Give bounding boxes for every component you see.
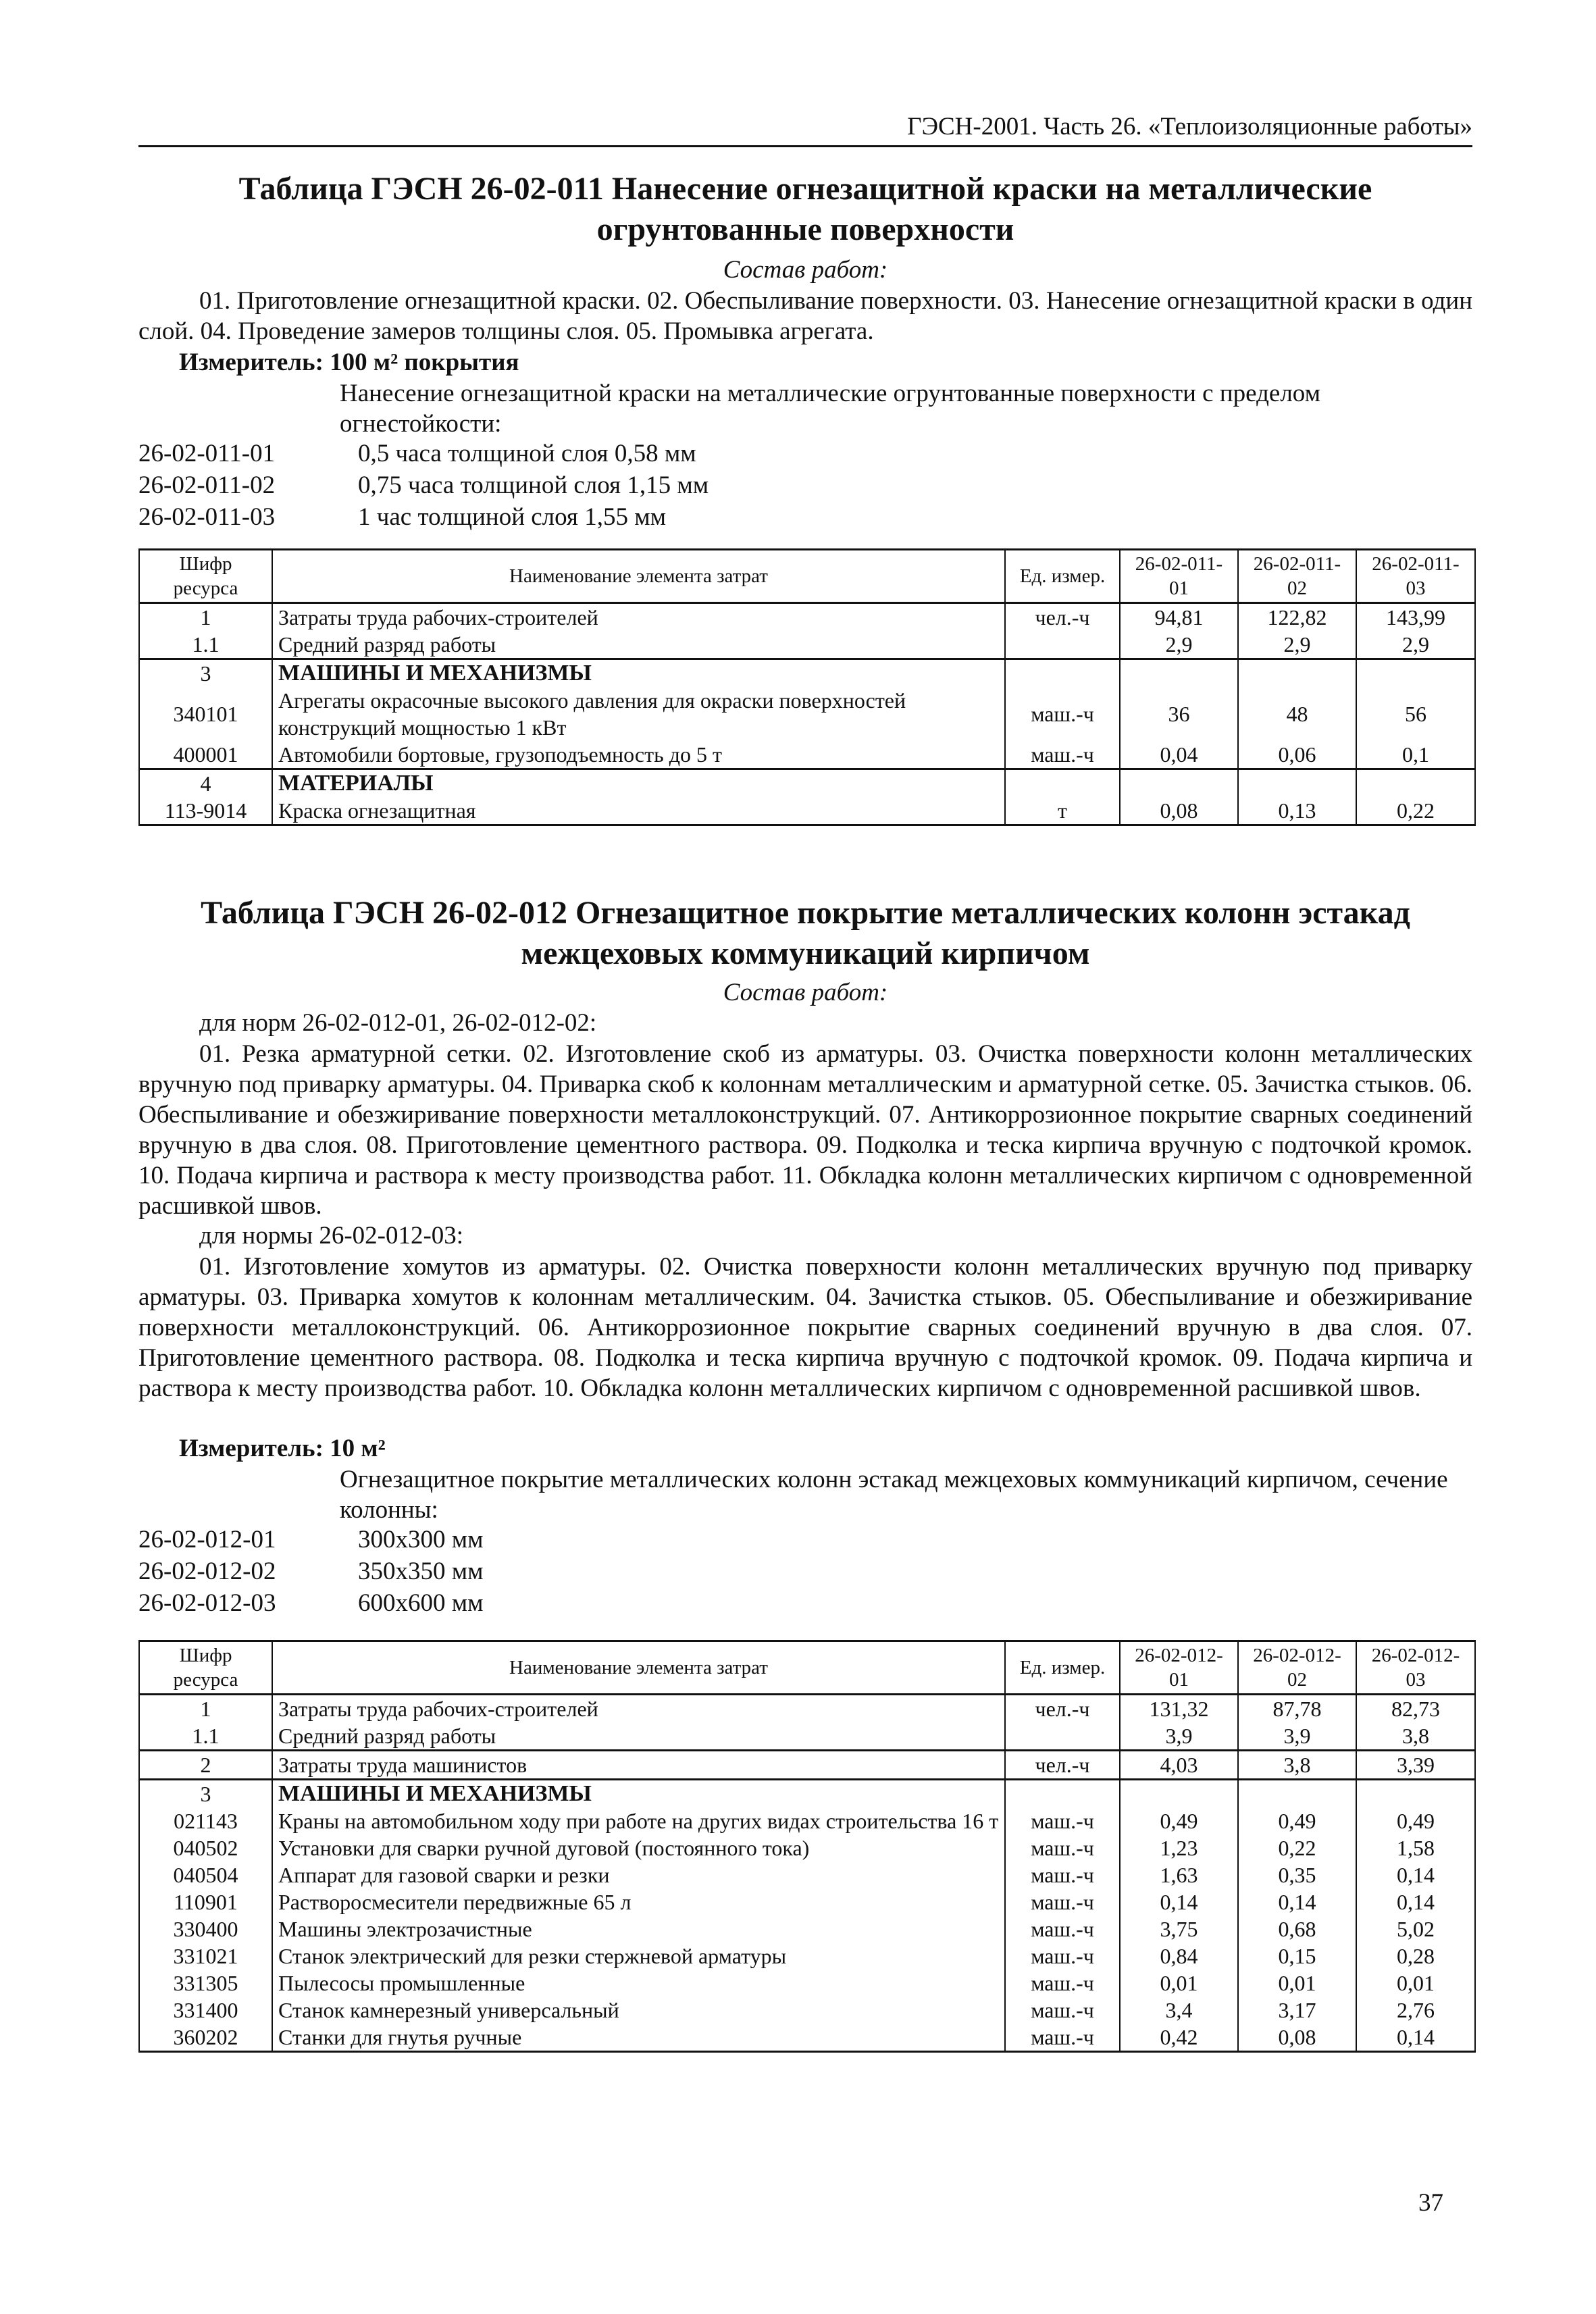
table2-code-row: [138, 1557, 484, 1586]
cell-unit: [1005, 1780, 1120, 1808]
cell-value: [1356, 1780, 1475, 1808]
cell-name: Растворосмесители передвижные 65 л: [272, 1888, 1005, 1916]
cell-value: 3,8: [1356, 1722, 1475, 1751]
col-header-norm3: 26-02-011-03: [1356, 550, 1475, 603]
cell-value: 0,35: [1238, 1861, 1356, 1888]
table-row: [139, 1807, 1475, 1834]
cell-unit: чел.-ч: [1005, 603, 1120, 632]
cell-code: 1.1: [139, 1722, 272, 1751]
table-row: [139, 1861, 1475, 1888]
table-row: [139, 1722, 1475, 1751]
cell-value: 3,17: [1238, 1997, 1356, 2024]
cell-value: [1238, 769, 1356, 798]
cell-unit: маш.-ч: [1005, 1888, 1120, 1916]
table2-title-line1: Таблица ГЭСН 26-02-012 Огнезащитное покрытие металлических колонн эстакад: [201, 895, 1410, 931]
norm-desc: 0,5 часа толщиной слоя 0,58 мм: [358, 440, 696, 467]
cell-value: 3,39: [1356, 1751, 1475, 1780]
norm-desc: 600x600 мм: [358, 1589, 484, 1617]
cell-value: 36: [1120, 687, 1238, 741]
norm-desc: 300x300 мм: [358, 1526, 484, 1553]
table1-norms: [138, 548, 1476, 826]
table1-title-line1: Таблица ГЭСН 26-02-011 Нанесение огнезащитной краски на металлические: [238, 171, 1372, 207]
cell-code: 4: [139, 769, 272, 798]
cell-code: 110901: [139, 1888, 272, 1916]
col-header-norm3: 26-02-012-03: [1356, 1641, 1475, 1695]
cell-code: 3: [139, 659, 272, 688]
cell-unit: маш.-ч: [1005, 687, 1120, 741]
table-row-section: [139, 659, 1475, 688]
cell-value: 131,32: [1120, 1695, 1238, 1723]
cell-value: 3,4: [1120, 1997, 1238, 2024]
cell-value: 0,01: [1120, 1970, 1238, 1997]
cell-code: 2: [139, 1751, 272, 1780]
table1-intro: Нанесение огнезащитной краски на металлические огрунтованные поверхности с пределом огнестойкости:: [340, 380, 1321, 438]
cell-value: [1356, 659, 1475, 688]
cell-code: 330400: [139, 1916, 272, 1943]
cell-value: 0,22: [1238, 1834, 1356, 1861]
cell-value: 0,22: [1356, 797, 1475, 825]
cell-name: Станок электрический для резки стержневой арматуры: [272, 1943, 1005, 1970]
cell-name: Затраты труда рабочих-строителей: [272, 1695, 1005, 1723]
norm-code: 26-02-011-03: [138, 503, 276, 531]
cell-value: 56: [1356, 687, 1475, 741]
table1-works: 01. Приготовление огнезащитной краски. 02. Обеспыливание поверхности. 03. Нанесение огнезащитной краски в один слой. 04. Проведение замеров толщины слоя. 05. Промывка агрегата.: [138, 287, 1472, 345]
cell-code: 1: [139, 1695, 272, 1723]
table-row: [139, 797, 1475, 825]
cell-code: 113-9014: [139, 797, 272, 825]
cell-unit: [1005, 659, 1120, 688]
norm-code: 26-02-012-02: [138, 1558, 276, 1585]
cell-name: Станок камнерезный универсальный: [272, 1997, 1005, 2024]
table2-title: [138, 893, 1472, 974]
cell-unit: маш.-ч: [1005, 2024, 1120, 2052]
cell-value: 94,81: [1120, 603, 1238, 632]
cell-code: 331400: [139, 1997, 272, 2024]
cell-value: [1120, 1780, 1238, 1808]
table-row: [139, 1695, 1475, 1723]
col-header-unit: Ед. измер.: [1005, 550, 1120, 603]
cell-value: 0,28: [1356, 1943, 1475, 1970]
cell-unit: маш.-ч: [1005, 1834, 1120, 1861]
cell-unit: маш.-ч: [1005, 1861, 1120, 1888]
table-row-section: [139, 769, 1475, 798]
cell-value: 0,49: [1356, 1807, 1475, 1834]
table-row: [139, 1970, 1475, 1997]
cell-value: 2,76: [1356, 1997, 1475, 2024]
cell-value: 0,13: [1238, 797, 1356, 825]
table-row: [139, 687, 1475, 741]
table-row: [139, 741, 1475, 769]
cell-unit: [1005, 1722, 1120, 1751]
cell-value: 3,8: [1238, 1751, 1356, 1780]
cell-unit: чел.-ч: [1005, 1751, 1120, 1780]
cell-value: 0,68: [1238, 1916, 1356, 1943]
cell-code: 331305: [139, 1970, 272, 1997]
norm-code: 26-02-012-03: [138, 1589, 276, 1617]
cell-value: [1120, 659, 1238, 688]
table2-works-a: 01. Резка арматурной сетки. 02. Изготовление скоб из арматуры. 03. Очистка поверхности колонн металлических вручную под приварку арматуры. 04. Приварка скоб к колоннам металлическим и арматурной сетке. 05. Зачистка стыков. 06. Обеспыливание и обезжиривание поверхности металлоконструкций. 07. Антикоррозионное покрытие сварных соединений вручную в два слоя. 08. Приготовление цементного раствора. 09. Подколка и теска кирпича вручную с подточкой кромок. 10. Подача кирпича и раствора к месту производства работ. 11. Обкладка колонн металлических кирпичом с одновременной расшивкой швов.: [138, 1040, 1472, 1220]
table-row: [139, 1834, 1475, 1861]
cell-code: 400001: [139, 741, 272, 769]
col-header-name: Наименование элемента затрат: [272, 550, 1005, 603]
table2-intro: Огнезащитное покрытие металлических колонн эстакад межцеховых коммуникаций кирпичом, сечение колонны:: [340, 1466, 1448, 1524]
col-header-code: Шифр ресурса: [139, 550, 272, 603]
table1-measure: Измеритель: 100 м² покрытия: [179, 349, 519, 376]
cell-value: 0,1: [1356, 741, 1475, 769]
table2-measure: Измеритель: 10 м²: [179, 1435, 386, 1462]
cell-unit: т: [1005, 797, 1120, 825]
cell-unit: [1005, 631, 1120, 659]
cell-name: Краска огнезащитная: [272, 797, 1005, 825]
cell-name: Машины электрозачистные: [272, 1916, 1005, 1943]
cell-section-title: МАТЕРИАЛЫ: [272, 769, 1005, 798]
table-row: [139, 2024, 1475, 2052]
norm-code: 26-02-011-01: [138, 440, 276, 467]
table-row: [139, 1943, 1475, 1970]
cell-name: Краны на автомобильном ходу при работе на других видах строительства 16 т: [272, 1807, 1005, 1834]
table-row-section: [139, 1780, 1475, 1808]
col-header-name: Наименование элемента затрат: [272, 1641, 1005, 1695]
cell-value: 0,42: [1120, 2024, 1238, 2052]
cell-value: [1238, 659, 1356, 688]
cell-value: 82,73: [1356, 1695, 1475, 1723]
cell-code: 1: [139, 603, 272, 632]
cell-value: 0,08: [1120, 797, 1238, 825]
cell-code: 3: [139, 1780, 272, 1808]
cell-code: 1.1: [139, 631, 272, 659]
cell-value: 0,14: [1356, 1888, 1475, 1916]
cell-value: 0,04: [1120, 741, 1238, 769]
cell-value: 5,02: [1356, 1916, 1475, 1943]
norm-desc: 350x350 мм: [358, 1558, 484, 1585]
cell-name: Затраты труда рабочих-строителей: [272, 603, 1005, 632]
col-header-norm2: 26-02-012-02: [1238, 1641, 1356, 1695]
cell-name: Станки для гнутья ручные: [272, 2024, 1005, 2052]
cell-code: 331021: [139, 1943, 272, 1970]
cell-value: 4,03: [1120, 1751, 1238, 1780]
cell-unit: [1005, 769, 1120, 798]
table-row: [139, 1997, 1475, 2024]
cell-unit: маш.-ч: [1005, 1970, 1120, 1997]
table1-code-row: [138, 471, 709, 500]
cell-name: Автомобили бортовые, грузоподъемность до 5 т: [272, 741, 1005, 769]
col-header-unit: Ед. измер.: [1005, 1641, 1120, 1695]
norm-desc: 0,75 часа толщиной слоя 1,15 мм: [358, 471, 709, 499]
cell-value: 0,49: [1238, 1807, 1356, 1834]
col-header-norm2: 26-02-011-02: [1238, 550, 1356, 603]
table1-code-row: [138, 503, 666, 532]
cell-unit: маш.-ч: [1005, 1916, 1120, 1943]
cell-value: [1120, 769, 1238, 798]
cell-value: [1238, 1780, 1356, 1808]
col-header-norm1: 26-02-011-01: [1120, 550, 1238, 603]
cell-name: Пылесосы промышленные: [272, 1970, 1005, 1997]
table2-norms: [138, 1640, 1476, 2053]
cell-value: 0,15: [1238, 1943, 1356, 1970]
table2-norms-a-label: для норм 26-02-012-01, 26-02-012-02:: [199, 1009, 597, 1037]
cell-value: 3,75: [1120, 1916, 1238, 1943]
cell-code: 360202: [139, 2024, 272, 2052]
table-header-row: [139, 1641, 1475, 1695]
cell-value: 1,23: [1120, 1834, 1238, 1861]
cell-value: 0,14: [1356, 1861, 1475, 1888]
cell-name: Затраты труда машинистов: [272, 1751, 1005, 1780]
cell-value: 87,78: [1238, 1695, 1356, 1723]
cell-name: Аппарат для газовой сварки и резки: [272, 1861, 1005, 1888]
cell-value: 0,14: [1120, 1888, 1238, 1916]
cell-value: 0,14: [1238, 1888, 1356, 1916]
cell-value: 0,49: [1120, 1807, 1238, 1834]
col-header-code: Шифр ресурса: [139, 1641, 272, 1695]
cell-value: 2,9: [1356, 631, 1475, 659]
cell-section-title: МАШИНЫ И МЕХАНИЗМЫ: [272, 1780, 1005, 1808]
cell-value: [1356, 769, 1475, 798]
table1-title-line2: огрунтованные поверхности: [596, 211, 1014, 247]
page-number: 37: [1418, 2189, 1443, 2217]
cell-unit: маш.-ч: [1005, 1997, 1120, 2024]
cell-value: 1,58: [1356, 1834, 1475, 1861]
table2-sostav-label: Состав работ:: [723, 979, 888, 1006]
cell-value: 0,01: [1238, 1970, 1356, 1997]
cell-code: 040502: [139, 1834, 272, 1861]
cell-name: Средний разряд работы: [272, 1722, 1005, 1751]
table2-code-row: [138, 1589, 484, 1618]
cell-unit: чел.-ч: [1005, 1695, 1120, 1723]
cell-value: 3,9: [1120, 1722, 1238, 1751]
cell-value: 0,84: [1120, 1943, 1238, 1970]
cell-name: Агрегаты окрасочные высокого давления для окраски поверхностей конструкций мощностью 1 кВт: [272, 687, 1005, 741]
table1-sostav-label: Состав работ:: [723, 256, 888, 284]
table-row: [139, 1888, 1475, 1916]
cell-value: 0,01: [1356, 1970, 1475, 1997]
norm-code: 26-02-012-01: [138, 1526, 276, 1553]
cell-value: 143,99: [1356, 603, 1475, 632]
cell-unit: маш.-ч: [1005, 1943, 1120, 1970]
cell-name: Средний разряд работы: [272, 631, 1005, 659]
running-header: ГЭСН-2001. Часть 26. «Теплоизоляционные работы»: [138, 112, 1472, 147]
cell-value: 0,06: [1238, 741, 1356, 769]
cell-name: Установки для сварки ручной дуговой (постоянного тока): [272, 1834, 1005, 1861]
cell-code: 040504: [139, 1861, 272, 1888]
cell-unit: маш.-ч: [1005, 741, 1120, 769]
table-row: [139, 1916, 1475, 1943]
table1-title: [138, 169, 1472, 250]
cell-value: 0,08: [1238, 2024, 1356, 2052]
cell-value: 3,9: [1238, 1722, 1356, 1751]
table-row: [139, 603, 1475, 632]
table2-works-b: 01. Изготовление хомутов из арматуры. 02. Очистка поверхности колонн металлических вручную под приварку арматуры. 03. Приварка хомутов к колоннам металлическим. 04. Зачистка стыков. 05. Обеспыливание и обезжиривание поверхности металлоконструкций. 06. Антикоррозионное покрытие сварных соединений вручную в два слоя. 07. Приготовление цементного раствора. 08. Подколка и теска кирпича вручную с подточкой кромок. 09. Подача кирпича и раствора к месту производства работ. 10. Обкладка колонн металлических кирпичом с одновременной расшивкой швов.: [138, 1253, 1472, 1402]
table1-code-row: [138, 439, 696, 468]
table-header-row: [139, 550, 1475, 603]
cell-unit: маш.-ч: [1005, 1807, 1120, 1834]
cell-value: 2,9: [1120, 631, 1238, 659]
cell-code: 021143: [139, 1807, 272, 1834]
table2-code-row: [138, 1525, 484, 1554]
table-row: [139, 631, 1475, 659]
norm-desc: 1 час толщиной слоя 1,55 мм: [358, 503, 667, 531]
cell-value: 48: [1238, 687, 1356, 741]
table-row: [139, 1751, 1475, 1780]
cell-value: 0,14: [1356, 2024, 1475, 2052]
table2-title-line2: межцеховых коммуникаций кирпичом: [521, 935, 1090, 971]
cell-value: 122,82: [1238, 603, 1356, 632]
col-header-norm1: 26-02-012-01: [1120, 1641, 1238, 1695]
norm-code: 26-02-011-02: [138, 471, 276, 499]
cell-value: 2,9: [1238, 631, 1356, 659]
table2-norms-b-label: для нормы 26-02-012-03:: [199, 1222, 464, 1250]
cell-value: 1,63: [1120, 1861, 1238, 1888]
cell-section-title: МАШИНЫ И МЕХАНИЗМЫ: [272, 659, 1005, 688]
cell-code: 340101: [139, 687, 272, 741]
